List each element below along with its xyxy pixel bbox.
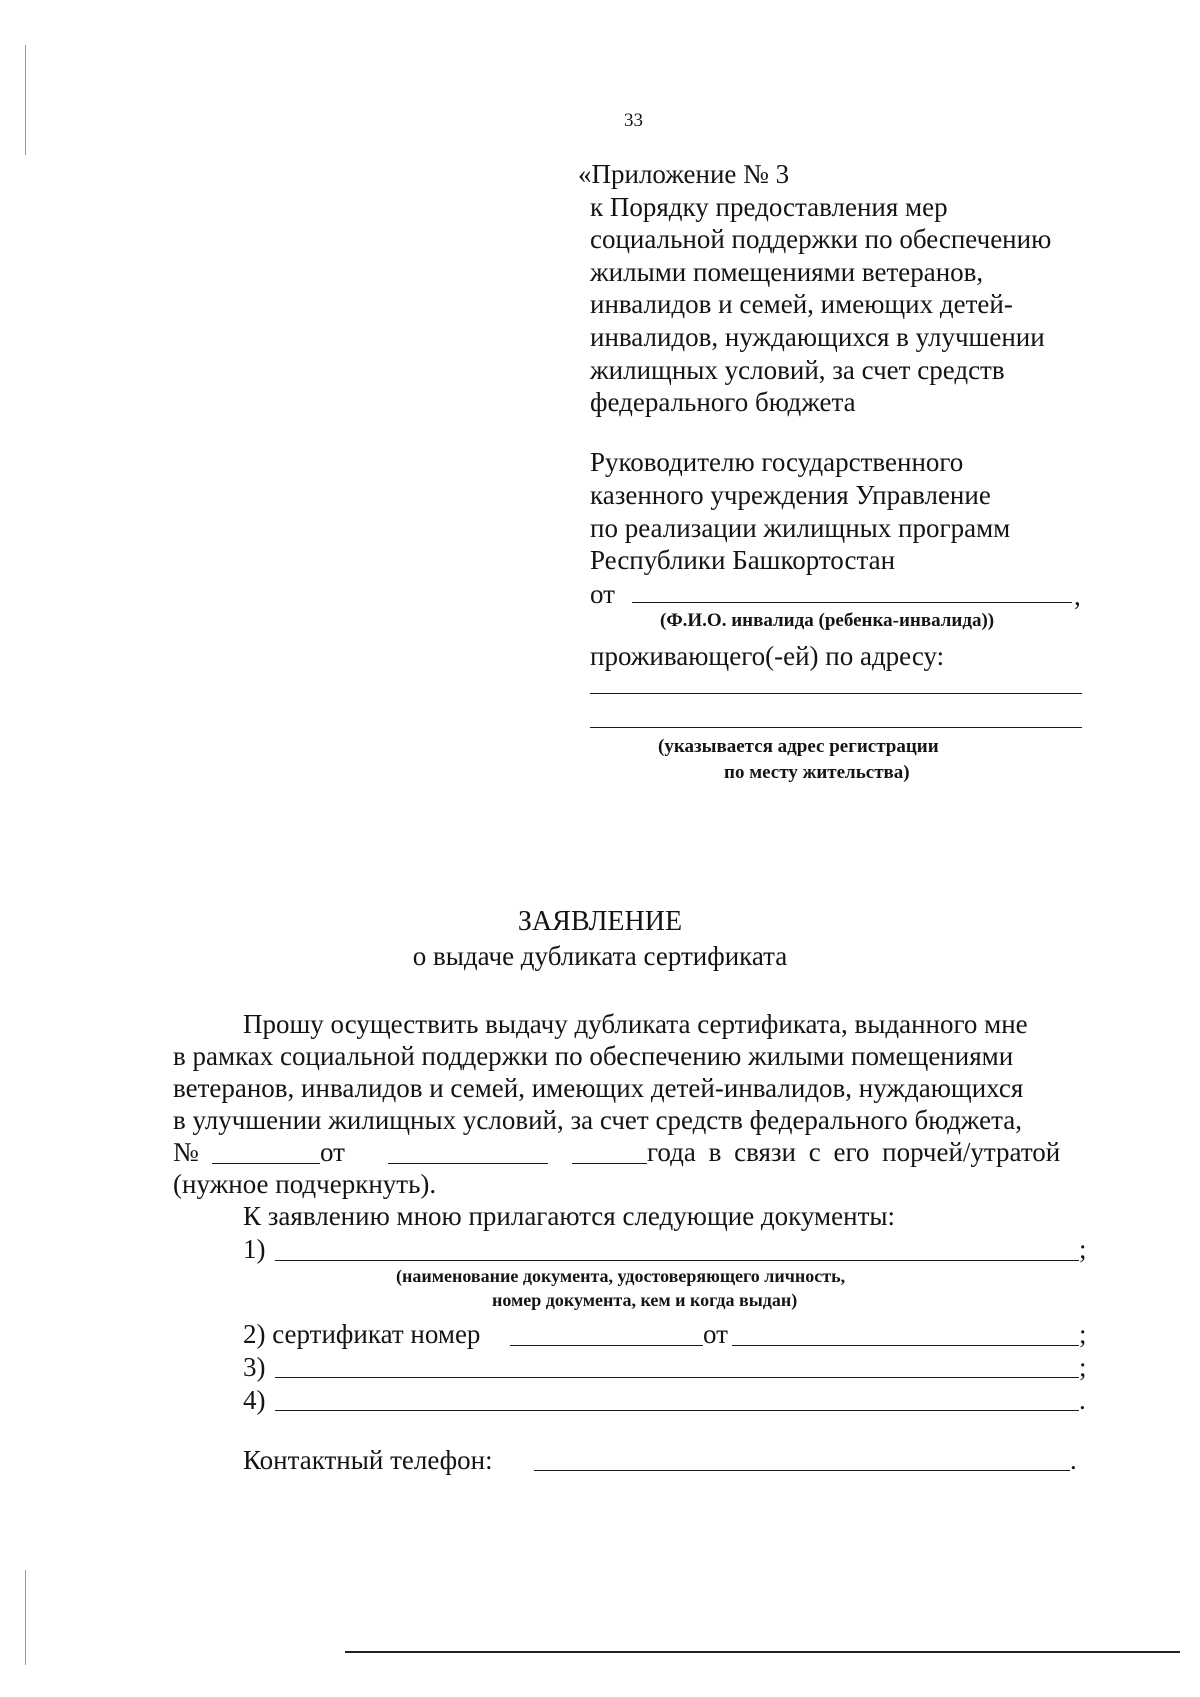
appendix-line: к Порядку предоставления мер: [590, 191, 948, 222]
addressee-line: Руководителю государственного: [590, 447, 964, 477]
request-line: в улучшении жилищных условий, за счет средств федерального бюджета,: [173, 1105, 1022, 1135]
address-hint: по месту жительства): [724, 762, 910, 783]
addressee-line: по реализации жилищных программ: [590, 512, 1011, 543]
page-number: 33: [624, 110, 643, 131]
appendix-line: жилищных условий, за счет средств: [590, 354, 1005, 385]
residing-label: проживающего(-ей) по адресу:: [590, 641, 945, 671]
contact-label: Контактный телефон:: [243, 1445, 493, 1475]
addressee-block: [590, 446, 1010, 577]
request-line: ветеранов, инвалидов и семей, имеющих детей-инвалидов, нуждающихся: [173, 1073, 1024, 1103]
appendix-line: «Приложение № 3: [578, 159, 790, 189]
attachment-2-date-field[interactable]: [732, 1345, 1079, 1346]
fio-hint: (Ф.И.О. инвалида (ребенка-инвалида)): [660, 610, 995, 631]
document-subtitle: о выдаче дубликата сертификата: [412, 941, 788, 971]
appendix-block: [578, 158, 1051, 419]
attachment-3-label: 3): [243, 1352, 266, 1382]
attachment-3-field[interactable]: [275, 1377, 1079, 1378]
addressee-line: казенного учреждения Управление: [590, 479, 991, 510]
attachment-3-end: ;: [1079, 1352, 1087, 1382]
attachment-2-from: от: [703, 1319, 728, 1349]
from-label: от: [590, 579, 615, 609]
attachment-1-hint: номер документа, кем и когда выдан): [492, 1290, 798, 1310]
request-year-text: года в связи с его порчей/утратой: [647, 1137, 1061, 1167]
number-sign: №: [173, 1137, 199, 1167]
request-line: (нужное подчеркнуть).: [173, 1169, 437, 1199]
addressee-line: Республики Башкортостан: [590, 545, 896, 576]
appendix-line: федерального бюджета: [590, 387, 856, 418]
appendix-line: жилыми помещениями ветеранов,: [590, 256, 984, 287]
attachment-1-field[interactable]: [275, 1260, 1079, 1261]
contact-end: .: [1070, 1445, 1077, 1475]
attachment-1-label: 1): [243, 1234, 266, 1264]
attachments-intro: К заявлению мною прилагаются следующие документы:: [243, 1201, 896, 1231]
appendix-line: инвалидов, нуждающихся в улучшении: [590, 321, 1045, 352]
document-title: ЗАЯВЛЕНИЕ: [517, 906, 683, 937]
attachment-4-label: 4): [243, 1385, 266, 1415]
attachment-1-hint: (наименование документа, удостоверяющего личность,: [396, 1266, 846, 1286]
attachment-2-end: ;: [1079, 1319, 1087, 1349]
scan-edge-mark: [25, 45, 26, 155]
certificate-year-field[interactable]: [572, 1163, 647, 1164]
from-comma: ,: [1074, 581, 1081, 611]
attachment-4-end: .: [1079, 1385, 1086, 1415]
certificate-number-field[interactable]: [212, 1163, 320, 1164]
scan-bottom-rule: [345, 1651, 1180, 1653]
request-line: в рамках социальной поддержки по обеспечению жилыми помещениями: [173, 1041, 1014, 1071]
attachment-4-field[interactable]: [275, 1410, 1079, 1411]
contact-phone-field[interactable]: [534, 1470, 1070, 1471]
address-field-1[interactable]: [590, 693, 1082, 694]
appendix-line: инвалидов и семей, имеющих детей-: [590, 289, 1013, 320]
address-field-2[interactable]: [590, 727, 1082, 728]
request-from-label: от: [320, 1137, 345, 1167]
fio-field[interactable]: [632, 602, 1072, 603]
request-line: Прошу осуществить выдачу дубликата сертификата, выданного мне: [243, 1009, 1028, 1039]
appendix-line: социальной поддержки по обеспечению: [590, 224, 1052, 255]
attachment-2-number-field[interactable]: [510, 1345, 703, 1346]
certificate-date-field[interactable]: [388, 1163, 548, 1164]
attachment-1-end: ;: [1079, 1234, 1087, 1264]
address-hint: (указывается адрес регистрации: [658, 736, 939, 757]
attachment-2-label: 2) сертификат номер: [243, 1319, 481, 1349]
scan-edge-mark: [25, 1570, 26, 1665]
